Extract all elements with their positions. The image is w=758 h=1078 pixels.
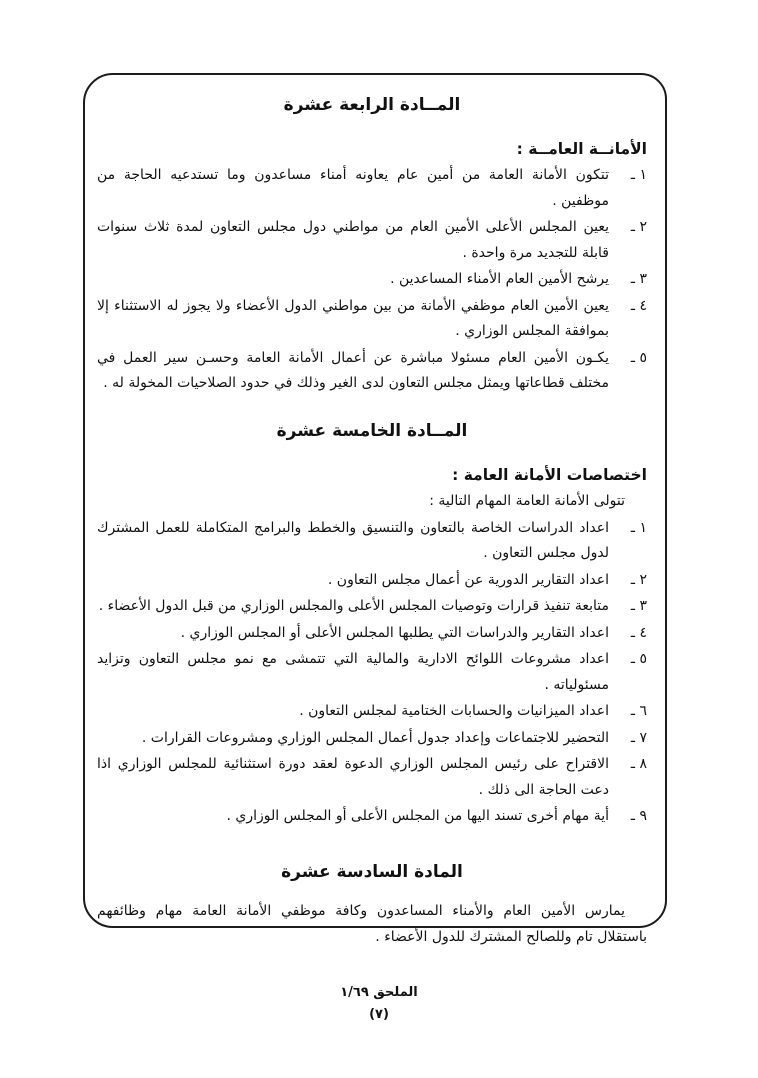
list-item <box>97 594 647 620</box>
item-text: يكـون الأمين العام مسئولا مباشرة عن أعمال الأمانة العامة وحسـن سير العمل في مختلف قطاعاتها ويمثل مجلس التعاون لدى الغير وذلك في حدود الصلاحيات المخولة له . <box>97 349 609 391</box>
item-text: اعداد التقارير والدراسات التي يطلبها المجلس الأعلى أو المجلس الوزاري . <box>180 624 609 641</box>
item-text: يعين الأمين العام موظفي الأمانة من بين مواطني الدول الأعضاء ولا يجوز له الاستثناء إلا بموافقة المجلس الوزاري . <box>97 297 609 339</box>
item-marker: ٧ ـ <box>630 729 647 746</box>
competencies-heading: اختصاصات الأمانة العامة : <box>452 465 647 484</box>
page-footer <box>0 984 758 1024</box>
article-14-title: المــادة الرابعة عشرة <box>283 95 461 115</box>
general-secretariat-heading: الأمانــة العامــة : <box>516 140 647 158</box>
list-item <box>97 752 647 803</box>
article-15-title: المــادة الخامسة عشرة <box>276 420 468 441</box>
item-marker: ١ ـ <box>630 167 647 183</box>
item-text: أية مهام أخرى تسند اليها من المجلس الأعلى أو المجلس الوزاري . <box>226 808 609 824</box>
list-item <box>97 804 647 830</box>
item-marker: ٨ ـ <box>630 756 647 772</box>
list-item <box>97 267 647 293</box>
item-marker: ٢ ـ <box>630 219 647 235</box>
item-marker: ٣ ـ <box>630 271 647 287</box>
article-16-title: المادة السادسة عشرة <box>281 861 463 882</box>
list-item <box>97 215 647 266</box>
list-item <box>97 294 647 345</box>
list-item <box>97 516 647 567</box>
list-item <box>97 346 647 397</box>
item-text: يرشح الأمين العام الأمناء المساعدين . <box>390 271 609 287</box>
article-16-body: يمارس الأمين العام والأمناء المساعدون وكافة موظفي الأمانة العامة مهام وظائفهم باستقلال تام وللصالح المشترك للدول الأعضاء . <box>97 902 647 945</box>
list-item <box>97 699 647 725</box>
item-text: اعداد التقارير الدورية عن أعمال مجلس التعاون . <box>327 571 609 588</box>
item-text: الاقتراح على رئيس المجلس الوزاري الدعوة لعقد دورة استثنائية للمجلس الوزاري اذا دعت الحاجة الى ذلك . <box>97 756 609 798</box>
item-text: اعداد مشروعات اللوائح الادارية والمالية التي تتمشى مع نمو مجلس التعاون وتزايد مسئولياته . <box>97 651 609 693</box>
item-text: يعين المجلس الأعلى الأمين العام من مواطني دول مجلس التعاون لمدة ثلاث سنوات قابلة للتجديد مرة واحدة . <box>97 219 609 261</box>
item-marker: ٦ ـ <box>630 703 647 719</box>
item-marker: ٥ ـ <box>630 349 647 366</box>
article-15-list <box>97 516 647 830</box>
page-number: (٧) <box>369 1007 389 1022</box>
item-text: متابعة تنفيذ قرارات وتوصيات المجلس الأعلى والمجلس الوزاري من قبل الدول الأعضاء . <box>98 598 609 614</box>
item-marker: ٥ ـ <box>630 651 647 667</box>
competencies-intro: تتولى الأمانة العامة المهام التالية : <box>429 492 625 509</box>
item-marker: ٤ ـ <box>630 297 647 314</box>
list-item <box>97 568 647 594</box>
item-marker: ٣ ـ <box>630 598 647 614</box>
document-border-frame <box>83 73 667 945</box>
appendix-reference: الملحق ١/٦٩ <box>340 985 418 1000</box>
article-14-list <box>97 163 647 397</box>
item-marker: ١ ـ <box>630 519 647 536</box>
item-text: اعداد الدراسات الخاصة بالتعاون والتنسيق والخطط والبرامج المتكاملة للعمل المشترك لدول مجلس التعاون . <box>97 519 609 561</box>
item-text: اعداد الميزانيات والحسابات الختامية لمجلس التعاون . <box>299 703 609 719</box>
list-item <box>97 647 647 698</box>
item-marker: ٩ ـ <box>630 808 647 824</box>
item-marker: ٤ ـ <box>630 624 647 641</box>
item-marker: ٢ ـ <box>630 571 647 588</box>
item-text: تتكون الأمانة العامة من أمين عام يعاونه أمناء مساعدون وما تستدعيه الحاجة من موظفين . <box>97 167 609 209</box>
list-item <box>97 163 647 214</box>
list-item <box>97 726 647 752</box>
list-item <box>97 621 647 647</box>
item-text: التحضير للاجتماعات وإعداد جدول أعمال المجلس الوزاري ومشروعات القرارات . <box>141 729 609 746</box>
